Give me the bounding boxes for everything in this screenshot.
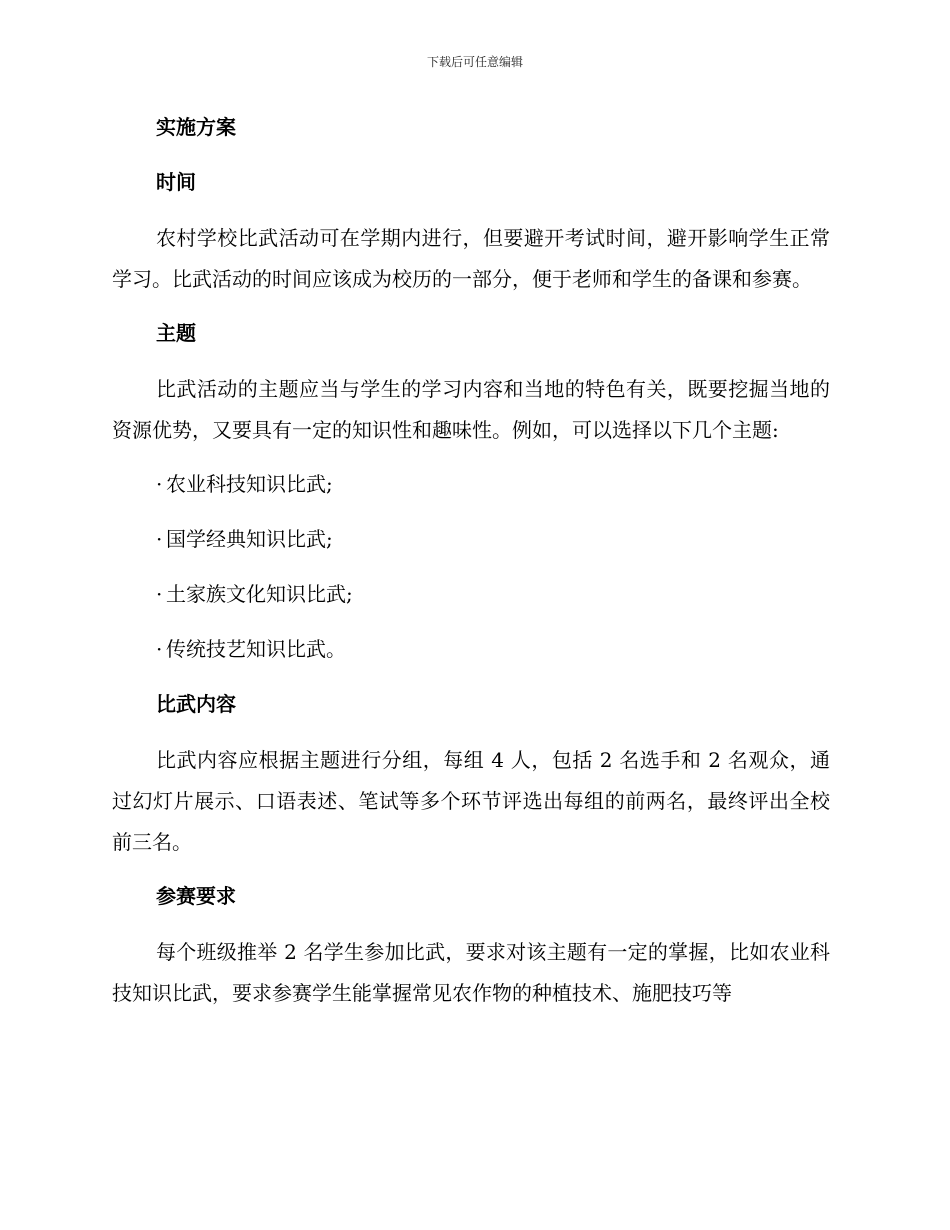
heading-time: 时间 (156, 170, 196, 194)
list-item-text: 国学经典知识比武; (166, 527, 333, 551)
list-item-text: 土家族文化知识比武; (166, 582, 353, 606)
paragraph-time: 农村学校比武活动可在学期内进行，但要避开考试时间，避开影响学生正常学习。比武活动的时间应该成为校历的一部分，便于老师和学生的备课和参赛。 (112, 226, 830, 291)
list-item (112, 520, 830, 558)
paragraph-content: 比武内容应根据主题进行分组，每组 4 人，包括 2 名选手和 2 名观众，通过幻灯片展示、口语表述、笔试等多个环节评选出每组的前两名，最终评出全校前三名。 (112, 748, 830, 854)
heading-plan: 实施方案 (156, 115, 236, 139)
bullet-marker: · (156, 582, 163, 606)
heading-requirements: 参赛要求 (156, 884, 236, 908)
list-item-text: 农业科技知识比武; (166, 472, 333, 496)
heading-content: 比武内容 (156, 692, 236, 716)
list-item-text: 传统技艺知识比武。 (166, 637, 346, 661)
bullet-marker: · (156, 472, 163, 496)
document-body (112, 108, 830, 1028)
page-header: 下载后可任意编辑 (426, 55, 523, 69)
list-item (112, 465, 830, 503)
bullet-marker: · (156, 527, 163, 551)
paragraph-requirements: 每个班级推举 2 名学生参加比武，要求对该主题有一定的掌握，比如农业科技知识比武，要求参赛学生能掌握常见农作物的种植技术、施肥技巧等 (112, 940, 830, 1005)
bullet-marker: · (156, 637, 163, 661)
heading-theme: 主题 (156, 321, 196, 345)
paragraph-theme: 比武活动的主题应当与学生的学习内容和当地的特色有关，既要挖掘当地的资源优势，又要具有一定的知识性和趣味性。例如，可以选择以下几个主题: (112, 377, 830, 442)
list-item (112, 630, 830, 668)
list-item (112, 575, 830, 613)
